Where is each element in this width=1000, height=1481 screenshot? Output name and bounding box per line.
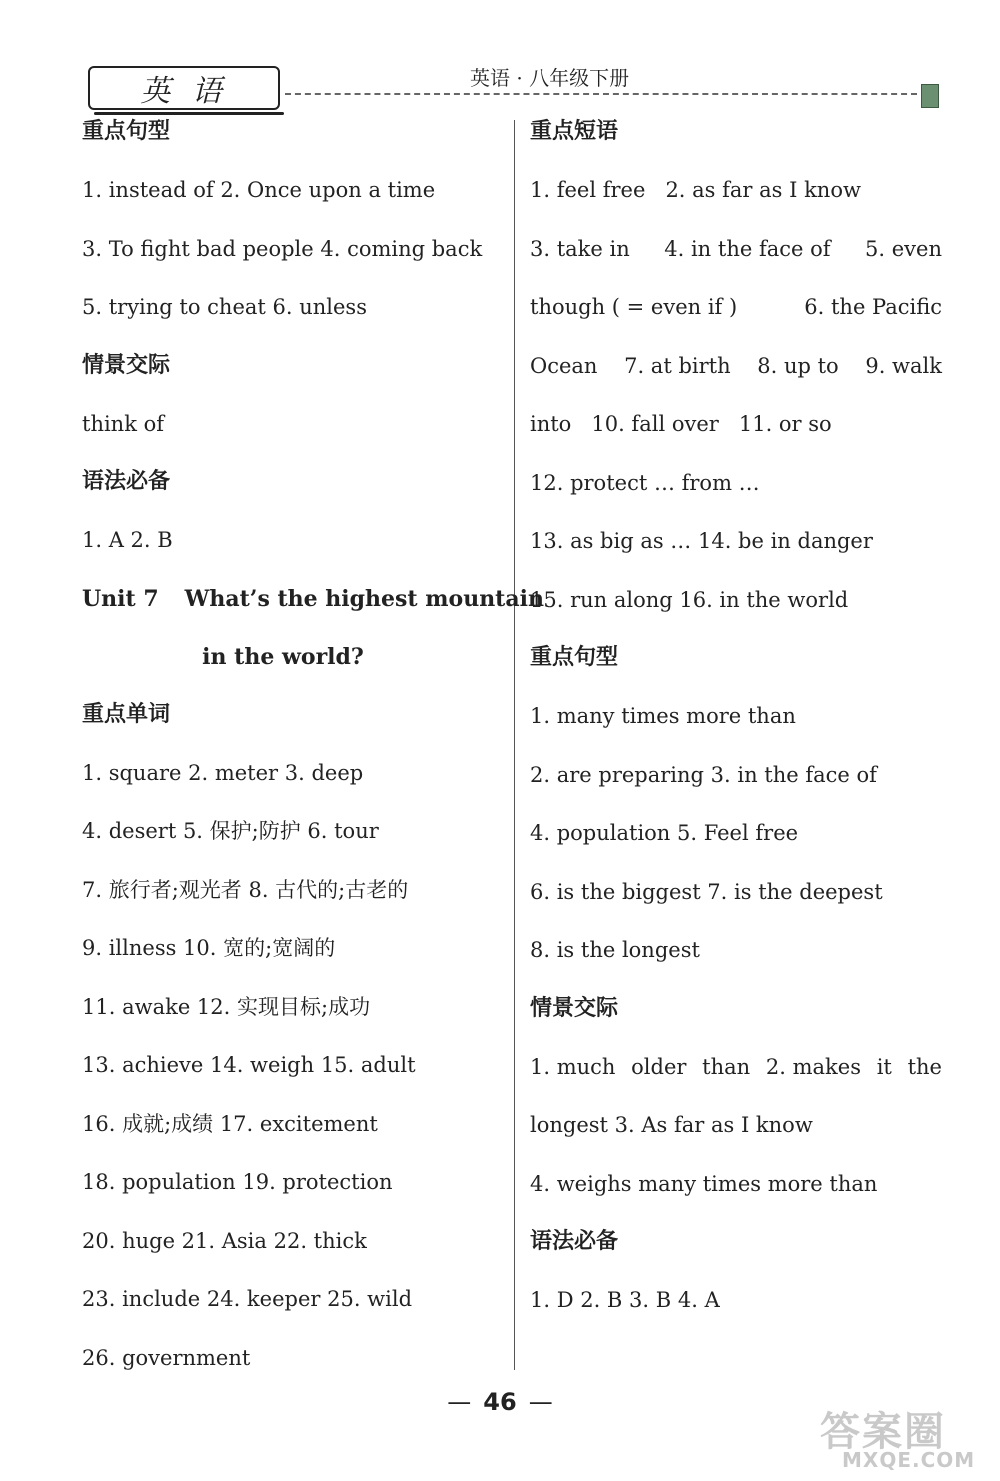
watermark-url: MXQE.COM xyxy=(842,1448,976,1472)
watermark xyxy=(820,1400,990,1475)
sentence-line: 6. is the biggest 7. is the deepest xyxy=(530,879,883,904)
phrase-item: 5. even xyxy=(865,236,942,261)
word-line: 16. 成就;成绩 17. excitement xyxy=(82,1111,378,1136)
phrase-item: 3. take in xyxy=(530,236,630,261)
page-number-dash: — xyxy=(447,1388,472,1416)
dialogue-word: 2. makes xyxy=(765,1054,861,1079)
sentence-line: 4. population 5. Feel free xyxy=(530,821,799,845)
phrase-line: 12. protect … from … xyxy=(530,470,760,495)
phrase-item: 4. in the face of xyxy=(664,236,831,261)
answer-line: 5. trying to cheat 6. unless xyxy=(82,295,367,319)
phrase-item: 2. as far as I know xyxy=(665,178,861,202)
dialogue-line: longest 3. As far as I know xyxy=(530,1113,813,1137)
word-line: 9. illness 10. 宽的;宽阔的 xyxy=(82,936,336,960)
answer-line: 3. To fight bad people 4. coming back xyxy=(82,236,483,261)
phrase-line xyxy=(530,346,942,405)
word-line: 7. 旅行者;观光者 8. 古代的;古老的 xyxy=(82,877,409,902)
section-heading-grammar: 语法必备 xyxy=(82,469,171,494)
phrase-item: into xyxy=(530,412,572,436)
unit-title xyxy=(82,579,544,637)
corner-tab-icon xyxy=(921,84,939,108)
unit-title-line2: in the world? xyxy=(202,643,364,670)
answer-line: 1. A 2. B xyxy=(82,528,173,552)
phrase-line xyxy=(530,404,942,463)
section-heading-key-phrases: 重点短语 xyxy=(530,119,619,144)
phrase-item: 11. or so xyxy=(738,412,832,436)
section-heading-situational-dialogue: 情景交际 xyxy=(82,352,171,378)
phrase-line xyxy=(530,229,942,288)
dialogue-word: it xyxy=(876,1054,892,1079)
word-line: 4. desert 5. 保护;防护 6. tour xyxy=(82,819,379,843)
header-dashed-rule xyxy=(285,93,917,95)
section-heading-grammar: 语法必备 xyxy=(530,1229,619,1254)
watermark-mark: 答案圈 xyxy=(820,1409,946,1455)
phrase-item: though ( = even if ) xyxy=(530,295,738,319)
unit-number: Unit 7 xyxy=(82,585,159,612)
word-line: 1. square 2. meter 3. deep xyxy=(82,760,364,785)
section-heading-key-sentences: 重点句型 xyxy=(82,119,171,144)
book-title: 英语 · 八年级下册 xyxy=(470,66,630,90)
page-header xyxy=(0,0,1000,115)
word-line: 20. huge 21. Asia 22. thick xyxy=(82,1228,367,1253)
phrase-item: 9. walk xyxy=(865,353,942,378)
unit-title-line1: What’s the highest mountain xyxy=(184,585,544,612)
left-column xyxy=(82,112,544,1396)
section-heading-key-sentences: 重点句型 xyxy=(530,645,619,670)
dialogue-word: the xyxy=(907,1054,942,1079)
section-heading-situational-dialogue: 情景交际 xyxy=(530,995,619,1021)
sentence-line: 8. is the longest xyxy=(530,938,700,962)
subject-label: 英 语 xyxy=(140,74,228,109)
phrase-item: 6. the Pacific xyxy=(804,295,942,319)
dialogue-word: 1. much xyxy=(530,1054,616,1079)
phrase-line xyxy=(530,170,942,229)
word-line: 23. include 24. keeper 25. wild xyxy=(82,1287,413,1311)
grammar-answer-line: 1. D 2. B 3. B 4. A xyxy=(530,1288,720,1312)
word-line: 26. government xyxy=(82,1345,251,1370)
section-heading-key-words: 重点单词 xyxy=(82,701,171,727)
phrase-line: 13. as big as … 14. be in danger xyxy=(530,529,873,553)
phrase-item: 1. feel free xyxy=(530,178,646,202)
right-column xyxy=(530,112,942,1339)
dialogue-line xyxy=(530,1047,942,1106)
word-line: 18. population 19. protection xyxy=(82,1170,393,1194)
phrase-item: 8. up to xyxy=(757,353,839,378)
dialogue-line: 4. weighs many times more than xyxy=(530,1171,878,1196)
page-number-dash: — xyxy=(528,1388,553,1416)
phrase-item: 7. at birth xyxy=(624,353,731,378)
dialogue-word: older xyxy=(631,1054,687,1079)
dialogue-word: than xyxy=(702,1054,751,1079)
word-line: 13. achieve 14. weigh 15. adult xyxy=(82,1053,416,1077)
answer-line: 1. instead of 2. Once upon a time xyxy=(82,178,436,202)
phrase-item: Ocean xyxy=(530,353,598,378)
phrase-item: 10. fall over xyxy=(591,412,719,436)
page-number-value: 46 xyxy=(483,1388,517,1416)
sentence-line: 1. many times more than xyxy=(530,704,796,728)
word-line: 11. awake 12. 实现目标;成功 xyxy=(82,994,371,1019)
phrase-line xyxy=(530,287,942,346)
phrase-line: 15. run along 16. in the world xyxy=(530,587,849,612)
subject-badge xyxy=(88,66,280,110)
answer-line: think of xyxy=(82,411,165,436)
sentence-line: 2. are preparing 3. in the face of xyxy=(530,762,877,787)
column-divider xyxy=(514,120,515,1370)
